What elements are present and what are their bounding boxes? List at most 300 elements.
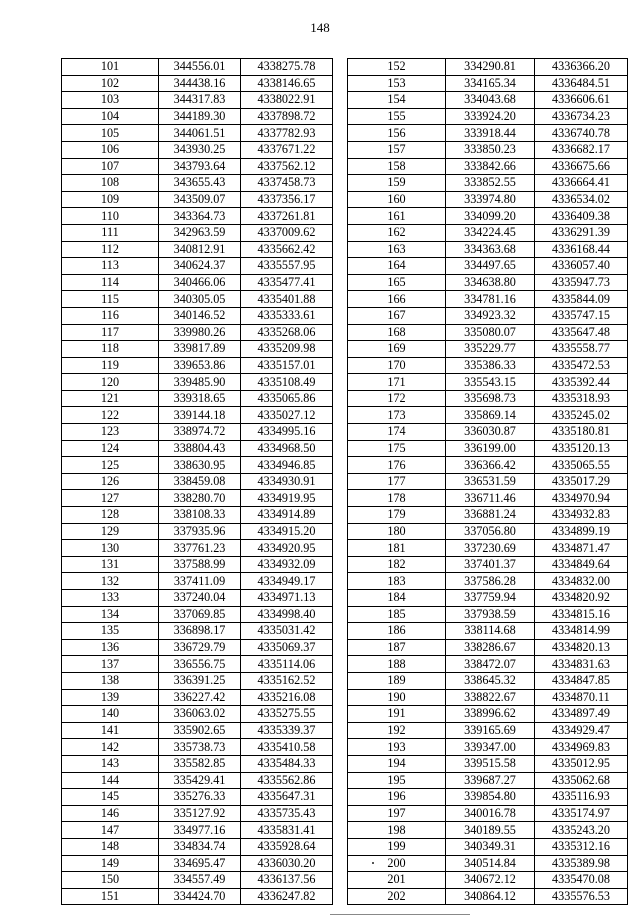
x-coordinate-cell: 334923.32 xyxy=(446,307,535,324)
point-number-cell: 151 xyxy=(62,888,159,905)
y-coordinate-cell: 4334832.00 xyxy=(535,573,628,590)
y-coordinate-cell: 4335243.20 xyxy=(535,822,628,839)
x-coordinate-cell: 335386.33 xyxy=(446,357,535,374)
x-coordinate-cell: 338472.07 xyxy=(446,656,535,673)
table-row xyxy=(348,855,628,872)
x-coordinate-cell: 334043.68 xyxy=(446,92,535,109)
y-coordinate-cell: 4336409.38 xyxy=(535,208,628,225)
point-number-cell: 171 xyxy=(348,374,446,391)
x-coordinate-cell: 336531.59 xyxy=(446,473,535,490)
table-row xyxy=(348,556,628,573)
point-number-cell: 115 xyxy=(62,291,159,308)
table-row xyxy=(348,390,628,407)
point-number-cell: 168 xyxy=(348,324,446,341)
point-number-cell: 176 xyxy=(348,457,446,474)
x-coordinate-cell: 340864.12 xyxy=(446,888,535,905)
table-row xyxy=(348,672,628,689)
x-coordinate-cell: 335229.77 xyxy=(446,341,535,358)
y-coordinate-cell: 4335333.61 xyxy=(241,307,333,324)
y-coordinate-cell: 4336675.66 xyxy=(535,158,628,175)
point-number-cell: 172 xyxy=(348,390,446,407)
x-coordinate-cell: 340624.37 xyxy=(159,258,241,275)
point-number-cell: 117 xyxy=(62,324,159,341)
point-number-cell: 147 xyxy=(62,822,159,839)
y-coordinate-cell: 4335947.73 xyxy=(535,274,628,291)
x-coordinate-cell: 338974.72 xyxy=(159,424,241,441)
table-row xyxy=(62,739,333,756)
x-coordinate-cell: 337401.37 xyxy=(446,556,535,573)
table-row xyxy=(348,523,628,540)
y-coordinate-cell: 4335477.41 xyxy=(241,274,333,291)
point-number-cell: 116 xyxy=(62,307,159,324)
x-coordinate-cell: 334497.65 xyxy=(446,258,535,275)
point-number-cell: 156 xyxy=(348,125,446,142)
x-coordinate-cell: 338630.95 xyxy=(159,457,241,474)
y-coordinate-cell: 4336057.40 xyxy=(535,258,628,275)
y-coordinate-cell: 4334870.11 xyxy=(535,689,628,706)
x-coordinate-cell: 337069.85 xyxy=(159,606,241,623)
table-row xyxy=(348,838,628,855)
table-row xyxy=(62,822,333,839)
point-number-cell: 161 xyxy=(348,208,446,225)
point-number-cell: 136 xyxy=(62,639,159,656)
point-number-cell: 126 xyxy=(62,473,159,490)
x-coordinate-cell: 336366.42 xyxy=(446,457,535,474)
table-row xyxy=(62,158,333,175)
y-coordinate-cell: 4335831.41 xyxy=(241,822,333,839)
x-coordinate-cell: 340146.52 xyxy=(159,307,241,324)
table-row xyxy=(348,772,628,789)
table-row xyxy=(62,341,333,358)
x-coordinate-cell: 334165.34 xyxy=(446,75,535,92)
table-row xyxy=(348,457,628,474)
table-row xyxy=(62,772,333,789)
x-coordinate-cell: 335738.73 xyxy=(159,739,241,756)
table-row xyxy=(348,59,628,76)
x-coordinate-cell: 337935.96 xyxy=(159,523,241,540)
point-number-cell: 194 xyxy=(348,755,446,772)
table-row xyxy=(62,872,333,889)
y-coordinate-cell: 4334820.92 xyxy=(535,590,628,607)
point-number-cell: 192 xyxy=(348,722,446,739)
table-row xyxy=(348,490,628,507)
table-row xyxy=(62,175,333,192)
y-coordinate-cell: 4334995.16 xyxy=(241,424,333,441)
x-coordinate-cell: 339687.27 xyxy=(446,772,535,789)
point-number-cell: 142 xyxy=(62,739,159,756)
x-coordinate-cell: 333974.80 xyxy=(446,191,535,208)
y-coordinate-cell: 4336168.44 xyxy=(535,241,628,258)
y-coordinate-cell: 4335576.53 xyxy=(535,888,628,905)
table-row xyxy=(62,241,333,258)
point-number-cell: 180 xyxy=(348,523,446,540)
x-coordinate-cell: 344061.51 xyxy=(159,125,241,142)
table-row xyxy=(348,739,628,756)
x-coordinate-cell: 343930.25 xyxy=(159,141,241,158)
point-number-cell: 182 xyxy=(348,556,446,573)
x-coordinate-cell: 338645.32 xyxy=(446,672,535,689)
x-coordinate-cell: 334638.80 xyxy=(446,274,535,291)
table-row xyxy=(62,805,333,822)
x-coordinate-cell: 336711.46 xyxy=(446,490,535,507)
x-coordinate-cell: 344317.83 xyxy=(159,92,241,109)
y-coordinate-cell: 4334815.16 xyxy=(535,606,628,623)
x-coordinate-cell: 336391.25 xyxy=(159,672,241,689)
x-coordinate-cell: 335869.14 xyxy=(446,407,535,424)
y-coordinate-cell: 4334998.40 xyxy=(241,606,333,623)
point-number-cell: 184 xyxy=(348,590,446,607)
x-coordinate-cell: 337759.94 xyxy=(446,590,535,607)
point-number-cell: 189 xyxy=(348,672,446,689)
table-row xyxy=(348,92,628,109)
table-row xyxy=(62,540,333,557)
point-number-cell: 181 xyxy=(348,540,446,557)
table-row xyxy=(62,523,333,540)
y-coordinate-cell: 4336664.41 xyxy=(535,175,628,192)
x-coordinate-cell: 335429.41 xyxy=(159,772,241,789)
table-row xyxy=(62,473,333,490)
y-coordinate-cell: 4335017.29 xyxy=(535,473,628,490)
x-coordinate-cell: 340466.06 xyxy=(159,274,241,291)
point-number-cell: 120 xyxy=(62,374,159,391)
table-row xyxy=(348,141,628,158)
point-number-cell: 191 xyxy=(348,706,446,723)
table-row xyxy=(62,407,333,424)
table-row xyxy=(62,507,333,524)
x-coordinate-cell: 333852.55 xyxy=(446,175,535,192)
point-number-cell: 196 xyxy=(348,789,446,806)
table-row xyxy=(348,573,628,590)
point-number-cell: 125 xyxy=(62,457,159,474)
table-row xyxy=(62,623,333,640)
point-number-cell: 157 xyxy=(348,141,446,158)
y-coordinate-cell: 4336137.56 xyxy=(241,872,333,889)
y-coordinate-cell: 4335062.68 xyxy=(535,772,628,789)
x-coordinate-cell: 334363.68 xyxy=(446,241,535,258)
y-coordinate-cell: 4337782.93 xyxy=(241,125,333,142)
y-coordinate-cell: 4334919.95 xyxy=(241,490,333,507)
y-coordinate-cell: 4335065.86 xyxy=(241,390,333,407)
x-coordinate-cell: 339165.69 xyxy=(446,722,535,739)
table-row xyxy=(348,606,628,623)
y-coordinate-cell: 4335027.12 xyxy=(241,407,333,424)
x-coordinate-cell: 340812.91 xyxy=(159,241,241,258)
y-coordinate-cell: 4334930.91 xyxy=(241,473,333,490)
x-coordinate-cell: 343364.73 xyxy=(159,208,241,225)
table-row xyxy=(348,291,628,308)
y-coordinate-cell: 4336484.51 xyxy=(535,75,628,92)
x-coordinate-cell: 338996.62 xyxy=(446,706,535,723)
y-coordinate-cell: 4337458.73 xyxy=(241,175,333,192)
table-row xyxy=(348,424,628,441)
y-coordinate-cell: 4334899.19 xyxy=(535,523,628,540)
point-number-cell: 198 xyxy=(348,822,446,839)
y-coordinate-cell: 4337261.81 xyxy=(241,208,333,225)
left-coordinates-table-container xyxy=(61,58,333,905)
x-coordinate-cell: 335902.65 xyxy=(159,722,241,739)
x-coordinate-cell: 338280.70 xyxy=(159,490,241,507)
x-coordinate-cell: 336227.42 xyxy=(159,689,241,706)
y-coordinate-cell: 4335318.93 xyxy=(535,390,628,407)
point-number-cell: 104 xyxy=(62,108,159,125)
y-coordinate-cell: 4335747.15 xyxy=(535,307,628,324)
point-number-cell: 163 xyxy=(348,241,446,258)
x-coordinate-cell: 340189.55 xyxy=(446,822,535,839)
y-coordinate-cell: 4337671.22 xyxy=(241,141,333,158)
table-row xyxy=(62,191,333,208)
point-number-cell: 114 xyxy=(62,274,159,291)
point-number-cell: 188 xyxy=(348,656,446,673)
table-row xyxy=(348,888,628,905)
point-number-cell: 108 xyxy=(62,175,159,192)
x-coordinate-cell: 344438.16 xyxy=(159,75,241,92)
point-number-cell: 185 xyxy=(348,606,446,623)
table-row xyxy=(62,855,333,872)
y-coordinate-cell: 4334949.17 xyxy=(241,573,333,590)
y-coordinate-cell: 4335662.42 xyxy=(241,241,333,258)
table-row xyxy=(348,722,628,739)
table-row xyxy=(348,341,628,358)
point-number-cell: 140 xyxy=(62,706,159,723)
point-number-cell: 137 xyxy=(62,656,159,673)
point-number-cell: 143 xyxy=(62,755,159,772)
table-row xyxy=(62,224,333,241)
x-coordinate-cell: 337411.09 xyxy=(159,573,241,590)
y-coordinate-cell: 4335162.52 xyxy=(241,672,333,689)
table-row xyxy=(348,191,628,208)
table-row xyxy=(62,789,333,806)
x-coordinate-cell: 340672.12 xyxy=(446,872,535,889)
right-coordinates-table xyxy=(347,58,628,905)
y-coordinate-cell: 4335558.77 xyxy=(535,341,628,358)
point-number-cell: 103 xyxy=(62,92,159,109)
table-row xyxy=(62,125,333,142)
table-row xyxy=(62,590,333,607)
y-coordinate-cell: 4336682.17 xyxy=(535,141,628,158)
table-row xyxy=(348,208,628,225)
x-coordinate-cell: 339653.86 xyxy=(159,357,241,374)
x-coordinate-cell: 336881.24 xyxy=(446,507,535,524)
y-coordinate-cell: 4335401.88 xyxy=(241,291,333,308)
x-coordinate-cell: 339854.80 xyxy=(446,789,535,806)
point-number-cell: 111 xyxy=(62,224,159,241)
x-coordinate-cell: 340305.05 xyxy=(159,291,241,308)
y-coordinate-cell: 4334871.47 xyxy=(535,540,628,557)
point-number-cell: 131 xyxy=(62,556,159,573)
point-number-cell: 145 xyxy=(62,789,159,806)
x-coordinate-cell: 334224.45 xyxy=(446,224,535,241)
x-coordinate-cell: 337586.28 xyxy=(446,573,535,590)
x-coordinate-cell: 335582.85 xyxy=(159,755,241,772)
table-row xyxy=(348,639,628,656)
point-number-cell: 183 xyxy=(348,573,446,590)
y-coordinate-cell: 4336247.82 xyxy=(241,888,333,905)
point-number-cell: 166 xyxy=(348,291,446,308)
point-number-cell: 170 xyxy=(348,357,446,374)
x-coordinate-cell: 335276.33 xyxy=(159,789,241,806)
point-number-cell: 177 xyxy=(348,473,446,490)
point-number-cell: 202 xyxy=(348,888,446,905)
y-coordinate-cell: 4335116.93 xyxy=(535,789,628,806)
y-coordinate-cell: 4335216.08 xyxy=(241,689,333,706)
table-row xyxy=(348,258,628,275)
y-coordinate-cell: 4334932.83 xyxy=(535,507,628,524)
table-row xyxy=(62,838,333,855)
table-row xyxy=(62,755,333,772)
x-coordinate-cell: 334099.20 xyxy=(446,208,535,225)
point-number-cell: 128 xyxy=(62,507,159,524)
table-row xyxy=(62,706,333,723)
x-coordinate-cell: 334290.81 xyxy=(446,59,535,76)
point-number-cell: 199 xyxy=(348,838,446,855)
y-coordinate-cell: 4335174.97 xyxy=(535,805,628,822)
x-coordinate-cell: 344189.30 xyxy=(159,108,241,125)
y-coordinate-cell: 4334932.09 xyxy=(241,556,333,573)
x-coordinate-cell: 333842.66 xyxy=(446,158,535,175)
y-coordinate-cell: 4335647.48 xyxy=(535,324,628,341)
point-number-cell: 146 xyxy=(62,805,159,822)
x-coordinate-cell: 343509.07 xyxy=(159,191,241,208)
table-row xyxy=(62,75,333,92)
table-row xyxy=(348,407,628,424)
point-number-cell: 119 xyxy=(62,357,159,374)
point-number-cell: 107 xyxy=(62,158,159,175)
y-coordinate-cell: 4336030.20 xyxy=(241,855,333,872)
page-number: 148 xyxy=(310,20,330,35)
point-number-cell: 167 xyxy=(348,307,446,324)
point-number-cell: 102 xyxy=(62,75,159,92)
table-row xyxy=(348,224,628,241)
table-row xyxy=(348,623,628,640)
table-row xyxy=(62,357,333,374)
x-coordinate-cell: 333918.44 xyxy=(446,125,535,142)
table-row xyxy=(62,141,333,158)
x-coordinate-cell: 338108.33 xyxy=(159,507,241,524)
y-coordinate-cell: 4335268.06 xyxy=(241,324,333,341)
x-coordinate-cell: 337761.23 xyxy=(159,540,241,557)
x-coordinate-cell: 339347.00 xyxy=(446,739,535,756)
table-row xyxy=(348,689,628,706)
x-coordinate-cell: 338459.08 xyxy=(159,473,241,490)
y-coordinate-cell: 4338275.78 xyxy=(241,59,333,76)
table-row xyxy=(348,158,628,175)
table-row xyxy=(62,258,333,275)
table-row xyxy=(62,291,333,308)
y-coordinate-cell: 4337898.72 xyxy=(241,108,333,125)
x-coordinate-cell: 334557.49 xyxy=(159,872,241,889)
y-coordinate-cell: 4335562.86 xyxy=(241,772,333,789)
table-row xyxy=(62,556,333,573)
x-coordinate-cell: 343793.64 xyxy=(159,158,241,175)
table-row xyxy=(348,473,628,490)
x-coordinate-cell: 336898.17 xyxy=(159,623,241,640)
x-coordinate-cell: 335080.07 xyxy=(446,324,535,341)
table-row xyxy=(62,274,333,291)
table-row xyxy=(348,872,628,889)
y-coordinate-cell: 4335157.01 xyxy=(241,357,333,374)
table-row xyxy=(62,59,333,76)
table-row xyxy=(348,805,628,822)
y-coordinate-cell: 4334897.49 xyxy=(535,706,628,723)
point-number-cell: 158 xyxy=(348,158,446,175)
table-row xyxy=(348,789,628,806)
point-number-cell: 162 xyxy=(348,224,446,241)
point-number-cell: 112 xyxy=(62,241,159,258)
y-coordinate-cell: 4335312.16 xyxy=(535,838,628,855)
point-number-cell: 122 xyxy=(62,407,159,424)
table-row xyxy=(348,307,628,324)
table-row xyxy=(348,374,628,391)
table-row xyxy=(348,440,628,457)
y-coordinate-cell: 4335012.95 xyxy=(535,755,628,772)
y-coordinate-cell: 4335275.55 xyxy=(241,706,333,723)
y-coordinate-cell: 4335735.43 xyxy=(241,805,333,822)
x-coordinate-cell: 335127.92 xyxy=(159,805,241,822)
point-number-cell: 195 xyxy=(348,772,446,789)
point-number-cell: 201 xyxy=(348,872,446,889)
x-coordinate-cell: 337588.99 xyxy=(159,556,241,573)
x-coordinate-cell: 338804.43 xyxy=(159,440,241,457)
point-number-cell: 101 xyxy=(62,59,159,76)
x-coordinate-cell: 334781.16 xyxy=(446,291,535,308)
x-coordinate-cell: 334977.16 xyxy=(159,822,241,839)
x-coordinate-cell: 335543.15 xyxy=(446,374,535,391)
table-row xyxy=(62,307,333,324)
point-number-cell: 155 xyxy=(348,108,446,125)
y-coordinate-cell: 4336291.39 xyxy=(535,224,628,241)
y-coordinate-cell: 4337009.62 xyxy=(241,224,333,241)
x-coordinate-cell: 339817.89 xyxy=(159,341,241,358)
table-row xyxy=(348,590,628,607)
y-coordinate-cell: 4336366.20 xyxy=(535,59,628,76)
table-row xyxy=(62,722,333,739)
table-row xyxy=(348,540,628,557)
y-coordinate-cell: 4334915.20 xyxy=(241,523,333,540)
point-number-cell: 123 xyxy=(62,424,159,441)
table-row xyxy=(348,125,628,142)
x-coordinate-cell: 338822.67 xyxy=(446,689,535,706)
point-number-cell: 138 xyxy=(62,672,159,689)
y-coordinate-cell: 4335557.95 xyxy=(241,258,333,275)
point-number-cell: 197 xyxy=(348,805,446,822)
table-row xyxy=(348,706,628,723)
x-coordinate-cell: 339318.65 xyxy=(159,390,241,407)
point-number-cell: 124 xyxy=(62,440,159,457)
x-coordinate-cell: 336729.79 xyxy=(159,639,241,656)
y-coordinate-cell: 4334814.99 xyxy=(535,623,628,640)
x-coordinate-cell: 336556.75 xyxy=(159,656,241,673)
point-number-cell: 113 xyxy=(62,258,159,275)
y-coordinate-cell: 4335245.02 xyxy=(535,407,628,424)
y-coordinate-cell: 4336740.78 xyxy=(535,125,628,142)
right-coordinates-table-container xyxy=(347,58,628,905)
x-coordinate-cell: 342963.59 xyxy=(159,224,241,241)
table-row xyxy=(62,324,333,341)
y-coordinate-cell: 4338146.65 xyxy=(241,75,333,92)
point-number-cell: 148 xyxy=(62,838,159,855)
point-number-cell: 152 xyxy=(348,59,446,76)
point-number-cell: 129 xyxy=(62,523,159,540)
point-number-cell: 164 xyxy=(348,258,446,275)
point-number-cell: 109 xyxy=(62,191,159,208)
x-coordinate-cell: 333850.23 xyxy=(446,141,535,158)
point-number-cell: 135 xyxy=(62,623,159,640)
x-coordinate-cell: 340016.78 xyxy=(446,805,535,822)
table-row xyxy=(62,424,333,441)
point-number-cell: 160 xyxy=(348,191,446,208)
point-number-cell: 173 xyxy=(348,407,446,424)
point-number-cell: 200 xyxy=(348,855,446,872)
